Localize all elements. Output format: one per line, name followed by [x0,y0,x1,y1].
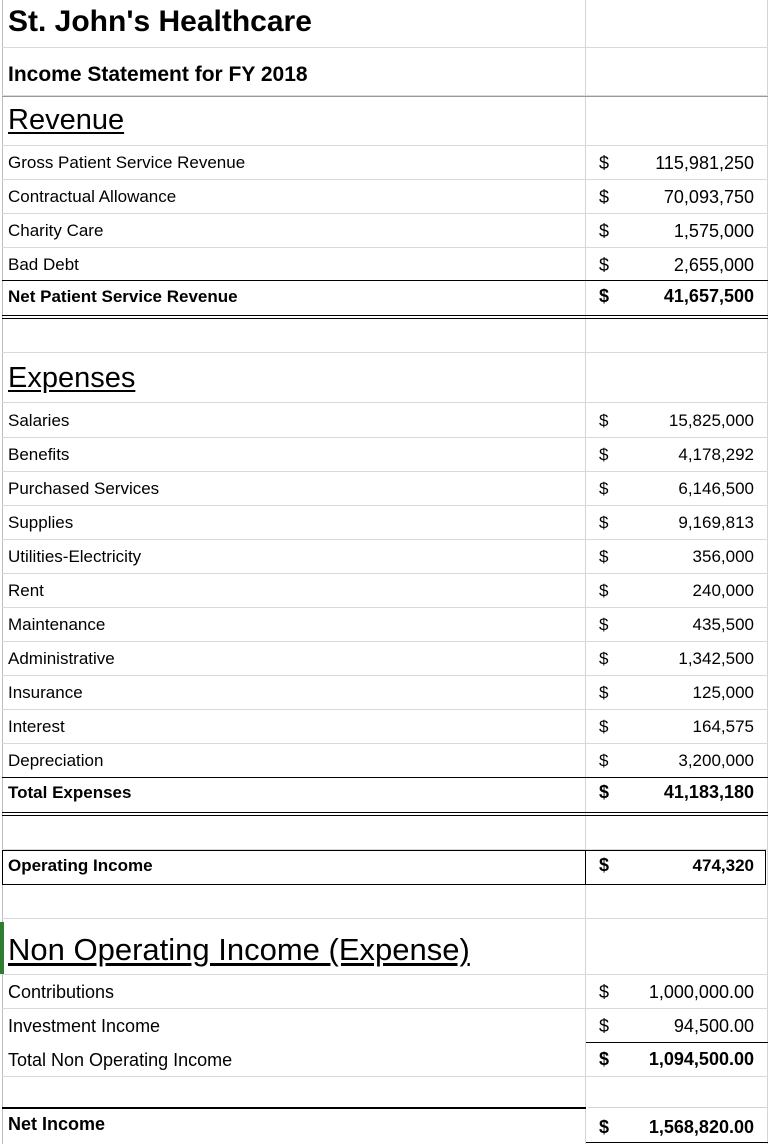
line-item-amount: 164,575 [692,717,754,736]
line-item-label: Contributions [8,982,115,1002]
net-income-label: Net Income [8,1114,106,1134]
line-item-amount: 94,500.00 [673,1016,754,1036]
line-item-amount: 70,093,750 [663,187,754,207]
blank-row[interactable] [2,319,768,353]
expense-row[interactable] [2,710,768,744]
subtitle-row[interactable] [2,48,768,96]
total-amount: 41,183,180 [663,782,754,802]
total-amount: 41,657,500 [663,286,754,306]
revenue-row[interactable] [2,146,768,180]
expenses-heading: Expenses [8,362,136,394]
line-item-label: Charity Care [8,221,104,240]
net-income-bottom-rule [586,1142,768,1143]
line-item-label: Rent [8,581,44,600]
line-item-amount: 15,825,000 [668,411,754,430]
revenue-heading: Revenue [8,104,125,136]
line-item-label: Contractual Allowance [8,187,177,206]
dollar-sign: $ [599,683,609,702]
line-item-amount: 1,000,000.00 [648,982,754,1002]
dollar-sign: $ [599,547,609,566]
operating-income-row[interactable] [2,850,768,885]
expenses-heading-row[interactable] [2,353,768,403]
total-label: Total Expenses [8,783,132,802]
line-item-label: Investment Income [8,1016,161,1036]
net-income-row[interactable] [2,1108,768,1144]
operating-income-label: Operating Income [8,856,153,875]
line-item-amount: 125,000 [692,683,754,702]
line-item-label: Supplies [8,513,74,532]
line-item-label: Gross Patient Service Revenue [8,153,246,172]
expense-row[interactable] [2,540,768,574]
revenue-row[interactable] [2,248,768,280]
line-item-amount: 240,000 [692,581,754,600]
title-row[interactable] [2,0,768,48]
operating-income-amount: 474,320 [692,856,754,875]
dollar-sign: $ [599,445,609,464]
line-item-amount: 3,200,000 [678,751,754,770]
line-item-amount: 356,000 [692,547,754,566]
dollar-sign: $ [599,286,610,306]
line-item-amount: 6,146,500 [678,479,754,498]
dollar-sign: $ [599,255,610,275]
line-item-label: Maintenance [8,615,106,634]
expense-row[interactable] [2,404,768,438]
dollar-sign: $ [599,649,609,668]
non-operating-row[interactable] [2,975,768,1009]
net-income-amount: 1,568,820.00 [648,1117,754,1137]
non-operating-heading: Non Operating Income (Expense) [8,932,470,967]
dollar-sign: $ [599,581,609,600]
revenue-row[interactable] [2,214,768,248]
total-label: Total Non Operating Income [8,1050,233,1070]
dollar-sign: $ [599,187,610,207]
header-rule [2,96,768,97]
revenue-total-row[interactable] [2,281,768,315]
expense-total-row[interactable] [2,778,768,812]
dollar-sign: $ [599,479,609,498]
line-item-amount: 1,575,000 [673,221,754,241]
dollar-sign: $ [599,1016,610,1036]
line-item-amount: 1,342,500 [678,649,754,668]
expense-row[interactable] [2,608,768,642]
dollar-sign: $ [599,411,609,430]
line-item-label: Insurance [8,683,83,702]
revenue-row[interactable] [2,180,768,214]
line-item-label: Bad Debt [8,255,79,274]
line-item-label: Interest [8,717,65,736]
line-item-label: Utilities-Electricity [8,547,142,566]
dollar-sign: $ [599,982,610,1002]
expense-row[interactable] [2,642,768,676]
line-item-label: Benefits [8,445,70,464]
total-amount: 1,094,500.00 [648,1049,754,1069]
non-operating-row[interactable] [2,1009,768,1042]
line-item-amount: 2,655,000 [673,255,754,275]
expense-row[interactable] [2,472,768,506]
non-operating-total-row[interactable] [2,1043,768,1077]
expense-row[interactable] [2,438,768,472]
line-item-label: Purchased Services [8,479,160,498]
org-title: St. John's Healthcare [8,5,312,38]
dollar-sign: $ [599,615,609,634]
dollar-sign: $ [599,221,610,241]
line-item-label: Depreciation [8,751,104,770]
non-operating-heading-row[interactable] [2,919,768,975]
line-item-amount: 435,500 [692,615,754,634]
line-item-amount: 4,178,292 [678,445,754,464]
statement-title: Income Statement for FY 2018 [8,63,308,86]
revenue-heading-row[interactable] [2,98,768,146]
blank-row[interactable] [2,1077,768,1107]
dollar-sign: $ [599,782,610,802]
dollar-sign: $ [599,751,609,770]
expense-row[interactable] [2,676,768,710]
expense-row[interactable] [2,744,768,777]
expense-row[interactable] [2,574,768,608]
dollar-sign: $ [599,855,610,875]
line-item-label: Salaries [8,411,70,430]
expense-row[interactable] [2,506,768,540]
dollar-sign: $ [599,153,610,173]
total-label: Net Patient Service Revenue [8,287,238,306]
dollar-sign: $ [599,1049,610,1069]
dollar-sign: $ [599,717,609,736]
dollar-sign: $ [599,513,609,532]
blank-row[interactable] [2,885,768,919]
blank-row[interactable] [2,816,768,850]
line-item-amount: 9,169,813 [678,513,754,532]
dollar-sign: $ [599,1117,610,1137]
line-item-label: Administrative [8,649,115,668]
line-item-amount: 115,981,250 [655,153,754,173]
